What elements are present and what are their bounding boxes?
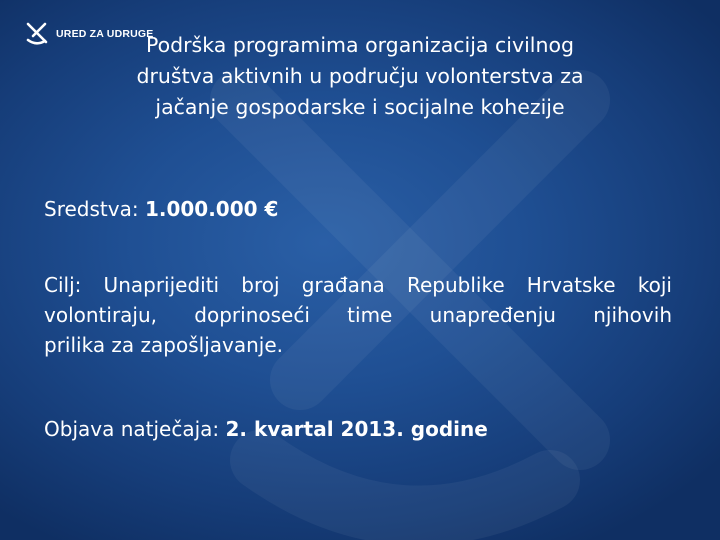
slide-title-line-3: jačanje gospodarske i socijalne kohezije (155, 95, 565, 119)
goal-paragraph (44, 270, 672, 360)
slide-title-line-1: Podrška programima organizacija civilnog (145, 33, 575, 57)
office-emblem-icon (24, 20, 50, 46)
slide-title (60, 30, 660, 123)
call-paragraph (44, 414, 672, 444)
funds-value: 1.000.000 € (144, 197, 279, 221)
funds-paragraph (44, 194, 672, 224)
goal-line-3: prilika za zapošljavanje. (44, 333, 284, 357)
goal-line-2: volontiraju, doprinoseći time unapređenju njihovih (44, 303, 672, 327)
office-logo-text: URED ZA UDRUGE (56, 28, 154, 40)
funds-label: Sredstva: (44, 197, 145, 221)
goal-line-1: Cilj: Unaprijediti broj građana Republike Hrvatske koji (44, 273, 672, 297)
call-value: 2. kvartal 2013. godine (225, 417, 488, 441)
call-label: Objava natječaja: (44, 417, 226, 441)
slide-title-line-2: društva aktivnih u području volonterstva za (136, 64, 584, 88)
